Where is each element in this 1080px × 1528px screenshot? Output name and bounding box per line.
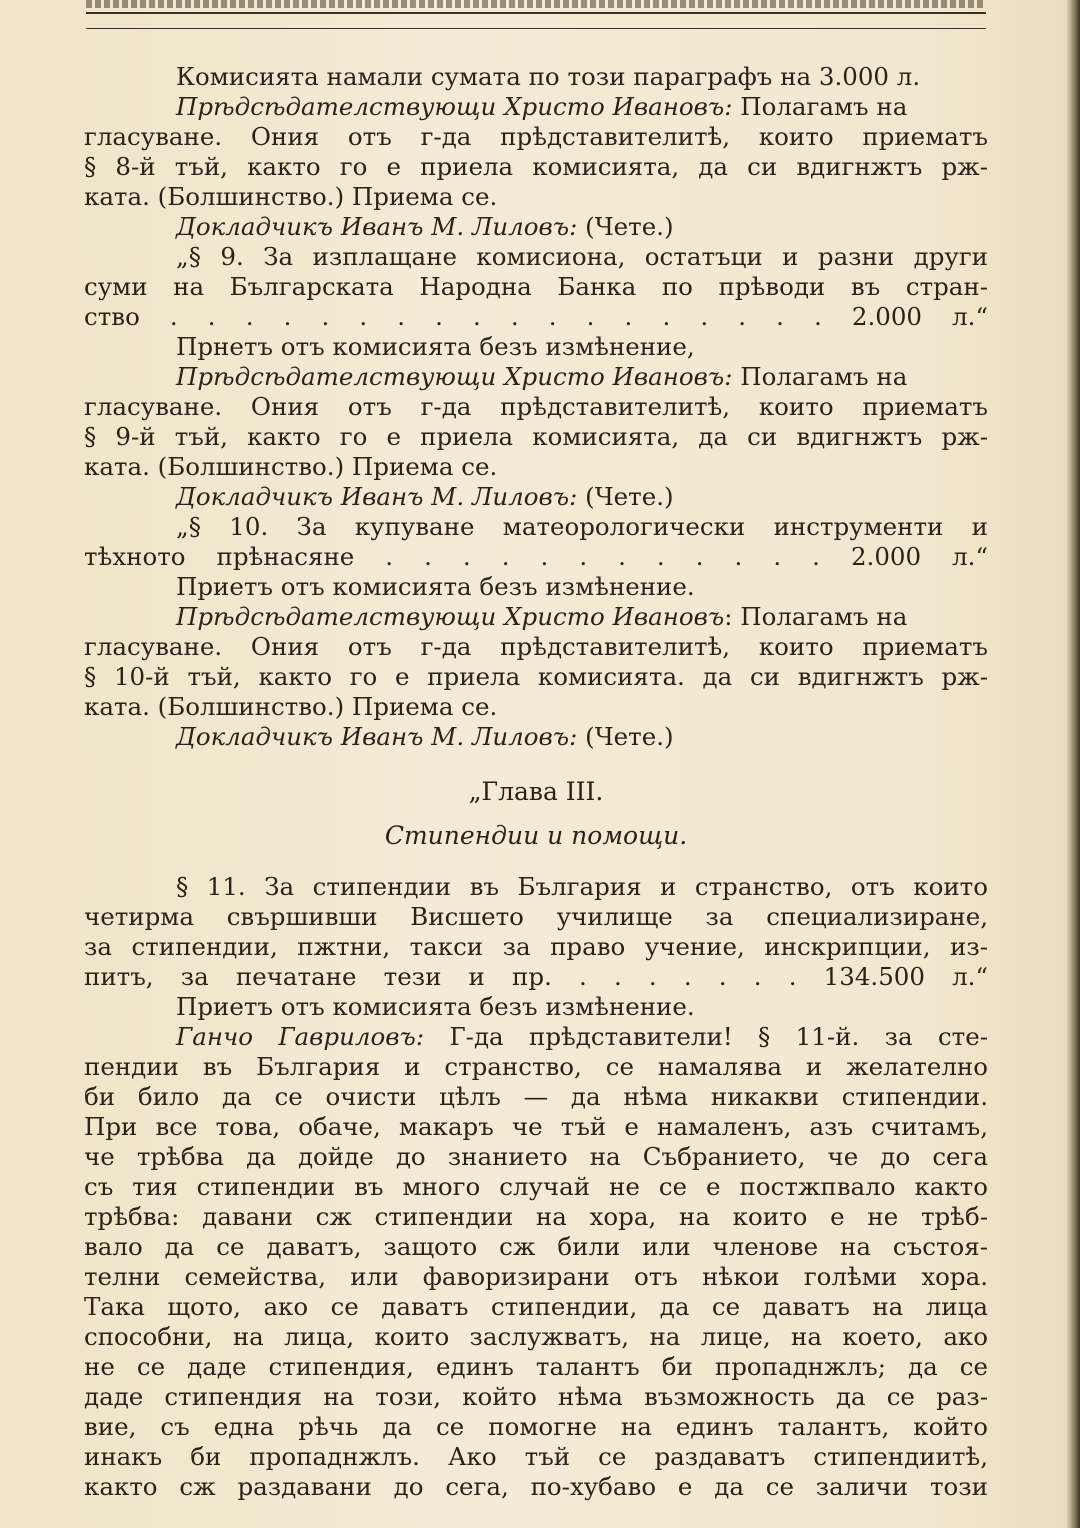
speaker-name: Ганчо Гавриловъ: bbox=[176, 1022, 425, 1051]
text-line: ката. (Болшинство.) Приема се. bbox=[84, 692, 498, 721]
text-run: Полагамъ на bbox=[732, 362, 908, 391]
speaker-name: Прѣдсѣдателствующи Христо Ивановъ bbox=[176, 602, 725, 631]
text-run: Г-да прѣдставители! § 11-й. за сте- bbox=[424, 1022, 988, 1051]
text-line: „§ 10. За купуване матеорологически инструменти и bbox=[176, 512, 988, 541]
text-line: ство . . . . . . . . . . . . . . . . . . 2.000 л.“ bbox=[84, 302, 988, 331]
text-line: § 9-й тъй, както го е приела комисията, да си вдигнжтъ рж- bbox=[84, 422, 988, 451]
text-line: че трѣбва да дойде до знанието на Събранието, че до сега bbox=[84, 1142, 988, 1171]
text-line: При все това, обаче, макаръ че тъй е намаленъ, азъ считамъ, bbox=[84, 1112, 988, 1141]
text-line: съ тия стипендии въ много случай не се е постжпвало както bbox=[84, 1172, 988, 1201]
text-line: пендии въ България и странство, се намалява и желателно bbox=[84, 1052, 988, 1081]
text-line: Приетъ отъ комисията безъ измѣнение. bbox=[176, 572, 695, 601]
text-line: гласуване. Ония отъ г-да прѣдставителитѣ, които приематъ bbox=[84, 632, 988, 661]
text-line: даде стипендия на този, който нѣма възможность да се раз- bbox=[84, 1382, 988, 1411]
text-line: ката. (Болшинство.) Приема се. bbox=[84, 452, 498, 481]
text-line: Комисията намали сумата по този параграфъ на 3.000 л. bbox=[176, 62, 921, 91]
text-line: за стипендии, пжтни, такси за право учение, инскрипции, из- bbox=[84, 932, 988, 961]
speaker-name: Докладчикъ Иванъ М. Лиловъ: bbox=[176, 722, 578, 751]
text-line: четирма свършивши Висшето училище за специализиране, bbox=[84, 902, 988, 931]
text-line: способни, на лица, които заслужватъ, на лице, на което, ако bbox=[84, 1322, 988, 1351]
body-text bbox=[84, 62, 988, 1502]
text-line: гласуване. Ония отъ г-да прѣдставителитѣ, които приематъ bbox=[84, 122, 988, 151]
text-line: § 10-й тъй, както го е приела комисията. да си вдигнжтъ рж- bbox=[84, 662, 988, 691]
spacer bbox=[84, 858, 988, 872]
text-line bbox=[84, 212, 988, 242]
text-run: Полагамъ на bbox=[732, 92, 908, 121]
header-cutoff-text bbox=[86, 0, 986, 8]
speaker-name: Прѣдсѣдателствующи Христо Ивановъ: bbox=[176, 92, 733, 121]
text-line: Прнетъ отъ комисията безъ измѣнение, bbox=[176, 332, 695, 361]
text-line: § 11. За стипендии въ България и странство, отъ които bbox=[176, 872, 988, 901]
text-line: суми на Българската Народна Банка по прѣводи въ стран- bbox=[84, 272, 988, 301]
text-line: би било да се очисти цѣлъ — да нѣма никакви стипендии. bbox=[84, 1082, 988, 1111]
text-line: както сж раздавани до сега, по-хубаво е да се заличи този bbox=[84, 1472, 988, 1501]
text-line: Приетъ отъ комисията безъ измѣнение. bbox=[176, 992, 695, 1021]
text-line: трѣбва: давани сж стипендии на хора, на които е не трѣб- bbox=[84, 1202, 988, 1231]
text-line: вие, съ една рѣчь да се помогне на единъ талантъ, който bbox=[84, 1412, 988, 1441]
spacer bbox=[84, 752, 988, 770]
page-edge-shadow bbox=[1066, 0, 1080, 1528]
text-line: „§ 9. За изплащане комисиона, остатъци и разни други bbox=[176, 242, 988, 271]
text-line: Така щото, ако се даватъ стипендии, да се даватъ на лица bbox=[84, 1292, 988, 1321]
text-run: (Чете.) bbox=[577, 212, 674, 241]
text-line bbox=[84, 722, 988, 752]
text-run: : Полагамъ на bbox=[724, 602, 908, 631]
text-line: гласуване. Ония отъ г-да прѣдставителитѣ, които приематъ bbox=[84, 392, 988, 421]
text-line: инакъ би пропаднжлъ. Ако тъй се раздаватъ стипендиитѣ, bbox=[84, 1442, 988, 1471]
text-line: тѣхното прѣнасяне . . . . . . . . . . . . 2.000 л.“ bbox=[84, 542, 988, 571]
text-line bbox=[84, 92, 988, 122]
header-rule bbox=[86, 12, 986, 29]
text-run: (Чете.) bbox=[577, 482, 674, 511]
text-line: телни семейства, или фаворизирани отъ нѣкои голѣми хора. bbox=[84, 1262, 988, 1291]
text-line bbox=[84, 482, 988, 512]
text-line: вало да се даватъ, защото сж били или членове на състоя- bbox=[84, 1232, 988, 1261]
speaker-name: Прѣдсѣдателствующи Христо Ивановъ: bbox=[176, 362, 733, 391]
chapter-subheading: Стипендии и помощи. bbox=[384, 821, 688, 850]
text-line bbox=[84, 362, 988, 392]
text-line bbox=[84, 602, 988, 632]
text-line: питъ, за печатане тези и пр. . . . . . . . 134.500 л.“ bbox=[84, 962, 988, 991]
text-line: § 8-й тъй, както го е приела комисията, да си вдигнжтъ рж- bbox=[84, 152, 988, 181]
text-run: (Чете.) bbox=[577, 722, 674, 751]
text-line: не се даде стипендия, единъ талантъ би пропаднжлъ; да се bbox=[84, 1352, 988, 1381]
speaker-name: Докладчикъ Иванъ М. Лиловъ: bbox=[176, 212, 578, 241]
text-line bbox=[84, 1022, 988, 1052]
speaker-name: Докладчикъ Иванъ М. Лиловъ: bbox=[176, 482, 578, 511]
chapter-heading: „Глава III. bbox=[468, 777, 604, 806]
text-line: ката. (Болшинство.) Приема се. bbox=[84, 182, 498, 211]
